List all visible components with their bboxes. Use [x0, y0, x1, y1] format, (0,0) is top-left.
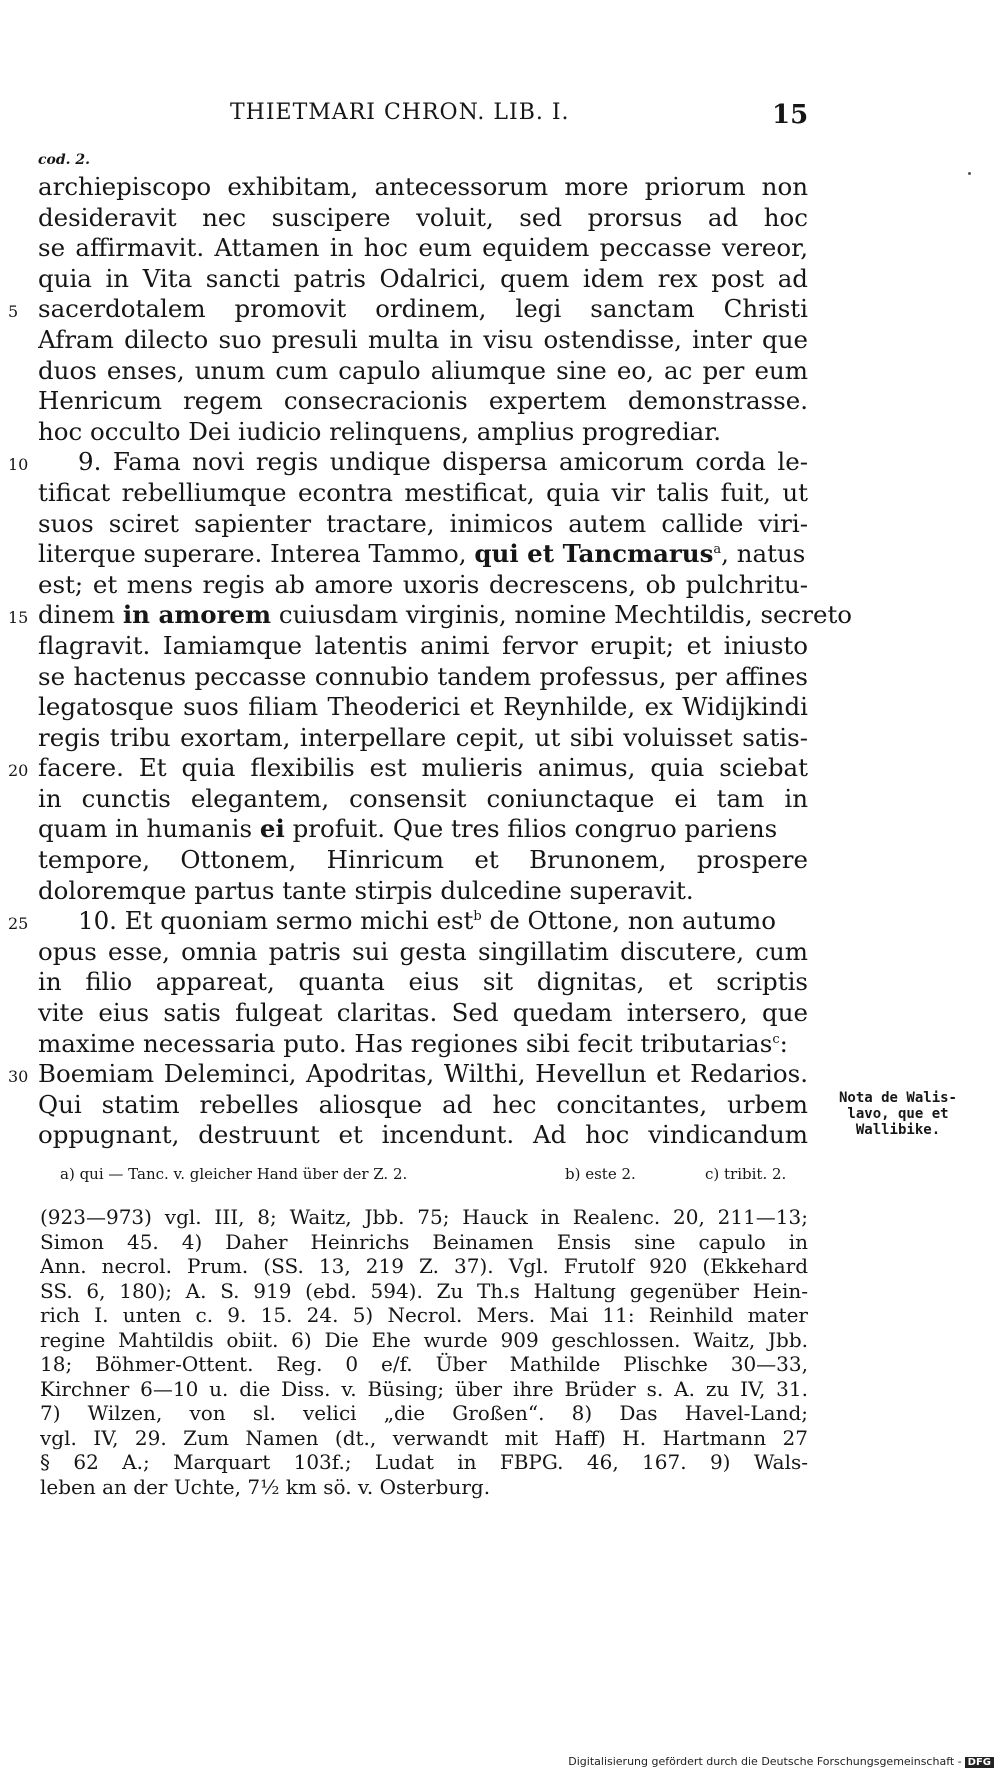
text-line: legatosque suos filiam Theoderici et Reynhilde, ex Widijkindi [38, 692, 808, 722]
text-line: tempore, Ottonem, Hinricum et Brunonem, prospere [38, 845, 808, 875]
text-line: suos sciret sapienter tractare, inimicos autem callide viri- [38, 508, 808, 538]
text-line: se affirmavit. Attamen in hoc eum equidem peccasse vereor, [38, 233, 808, 263]
note-line: Ann. necrol. Prum. (SS. 13, 219 Z. 37). Vgl. Frutolf 920 (Ekkehard [40, 1254, 808, 1278]
text-line: quam in humanis ei profuit. Que tres filios congruo pariens [38, 814, 778, 844]
apparatus-note-a: a) qui — Tanc. v. gleicher Hand über der Z. 2. [60, 1165, 408, 1183]
note-line: 18; Böhmer-Ottent. Reg. 0 e/f. Über Mathilde Plischke 30—33, [40, 1352, 808, 1376]
note-line: leben an der Uchte, 7½ km sö. v. Osterburg. [40, 1474, 491, 1499]
note-line: vgl. IV, 29. Zum Namen (dt., verwandt mit Haff) H. Hartmann 27 [40, 1425, 808, 1450]
apparatus-note-b: b) este 2. [565, 1165, 636, 1183]
text-line: doloremque partus tante stirpis dulcedine superavit. [38, 875, 694, 905]
text-line: 9. Fama novi regis undique dispersa amicorum corda le- [78, 447, 808, 477]
line-number: 25 [8, 914, 29, 933]
text-line: duos enses, unum cum capulo aliumque sine eo, ac per eum [38, 355, 808, 385]
text-line: flagravit. Iamiamque latentis animi fervor erupit; et iniusto [38, 630, 808, 660]
bold-insertion: ei [259, 814, 285, 844]
text-line: in cunctis elegantem, consensit coniunctaque ei tam in [38, 783, 808, 813]
note-line: 7) Wilzen, von sl. velici „die Großen“. 8) Das Havel-Land; [40, 1401, 808, 1425]
line-number: 30 [8, 1067, 29, 1086]
note-line: rich I. unten c. 9. 15. 24. 5) Necrol. Mers. Mai 11: Reinhild mater [40, 1303, 808, 1327]
note-line: SS. 6, 180); A. S. 919 (ebd. 594). Zu Th.s Haltung gegenüber Hein- [40, 1278, 808, 1303]
text-line: Afram dilecto suo presuli multa in visu ostendisse, inter que [38, 324, 808, 354]
text-line: in filio appareat, quanta eius sit dignitas, et scriptis [38, 967, 808, 997]
text-line: hoc occulto Dei iudicio relinquens, amplius progrediar. [38, 416, 722, 446]
footnote-marker-a: a [713, 541, 722, 557]
text-line: sacerdotalem promovit ordinem, legi sanctam Christi [38, 294, 808, 324]
bold-insertion: qui et Tancmarus [474, 539, 714, 569]
text-line: se hactenus peccasse connubio tandem professus, per affines [38, 661, 808, 691]
text-line: 10. Et quoniam sermo michi est$^b$ de Ottone, non autumo [78, 906, 776, 936]
codex-mark: cod. 2. [38, 152, 91, 168]
text-line: est; et mens regis ab amore uxoris decrescens, ob pulchritu- [38, 569, 808, 599]
note-line: (923—973) vgl. III, 8; Waitz, Jbb. 75; Hauck in Realenc. 20, 211—13; [40, 1205, 808, 1229]
text-line: Qui statim rebelles aliosque ad hec concitantes, urbem [38, 1089, 808, 1119]
margin-dot [968, 172, 971, 175]
text-line: oppugnant, destruunt et incendunt. Ad hoc vindicandum [38, 1120, 808, 1150]
commentary-notes [40, 1205, 808, 1499]
main-text-block [38, 172, 853, 1151]
line-number: 5 [8, 302, 19, 321]
footnote-marker-c: c [772, 1031, 780, 1047]
line-number: 10 [8, 455, 29, 474]
footnote-marker-b: b [473, 909, 482, 925]
note-line: § 62 A.; Marquart 103f.; Ludat in FBPG. 46, 167. 9) Wals- [40, 1450, 808, 1474]
text-line: quia in Vita sancti patris Odalrici, quem idem rex post ad [38, 263, 808, 293]
marginal-note: Nota de Walis- lavo, que et Wallibike. [838, 1090, 957, 1138]
note-line: regine Mahtildis obiit. 6) Die Ehe wurde 909 geschlossen. Waitz, Jbb. [40, 1327, 808, 1352]
text-line: opus esse, omnia patris sui gesta singillatim discutere, cum [38, 936, 808, 966]
text-line: Henricum regem consecracionis expertem demonstrasse. [38, 386, 808, 416]
text-line: desideravit nec suscipere voluit, sed prorsus ad hoc [38, 202, 808, 232]
note-line: Simon 45. 4) Daher Heinrichs Beinamen Ensis sine capulo in [40, 1229, 808, 1254]
dfg-logo-icon: DFG [965, 1757, 994, 1768]
text-line: facere. Et quia flexibilis est mulieris animus, quia sciebat [38, 753, 808, 783]
line-number: 15 [8, 608, 29, 627]
text-line: literque superare. Interea Tammo, qui et Tancmarus$^a$, natus [38, 539, 806, 569]
note-line: Kirchner 6—10 u. die Diss. v. Büsing; über ihre Brüder s. A. zu IV, 31. [40, 1376, 808, 1401]
text-line: maxime necessaria puto. Has regiones sibi fecit tributarias$^c$: [38, 1028, 788, 1058]
text-line: dinem in amorem cuiusdam virginis, nomine Mechtildis, secreto [38, 600, 853, 630]
bold-insertion: in amorem [122, 600, 272, 630]
text-line: Boemiam Deleminci, Apodritas, Wilthi, Hevellun et Redarios. [38, 1059, 808, 1089]
text-line: archiepiscopo exhibitam, antecessorum more priorum non [38, 172, 808, 201]
text-line: tificat rebelliumque econtra mestificat, quia vir talis fuit, ut [38, 477, 808, 507]
apparatus-note-c: c) tribit. 2. [705, 1165, 787, 1183]
text-line: vite eius satis fulgeat claritas. Sed quedam intersero, que [38, 998, 808, 1028]
funding-footer: Digitalisierung gefördert durch die Deutsche Forschungsgemeinschaft - DFG [568, 1755, 994, 1768]
page-number: 15 [772, 100, 809, 130]
running-header-title: THIETMARI CHRON. LIB. I. [230, 100, 570, 125]
text-line: regis tribu exortam, interpellare cepit, ut sibi voluisset satis- [38, 722, 808, 752]
line-number: 20 [8, 761, 29, 780]
